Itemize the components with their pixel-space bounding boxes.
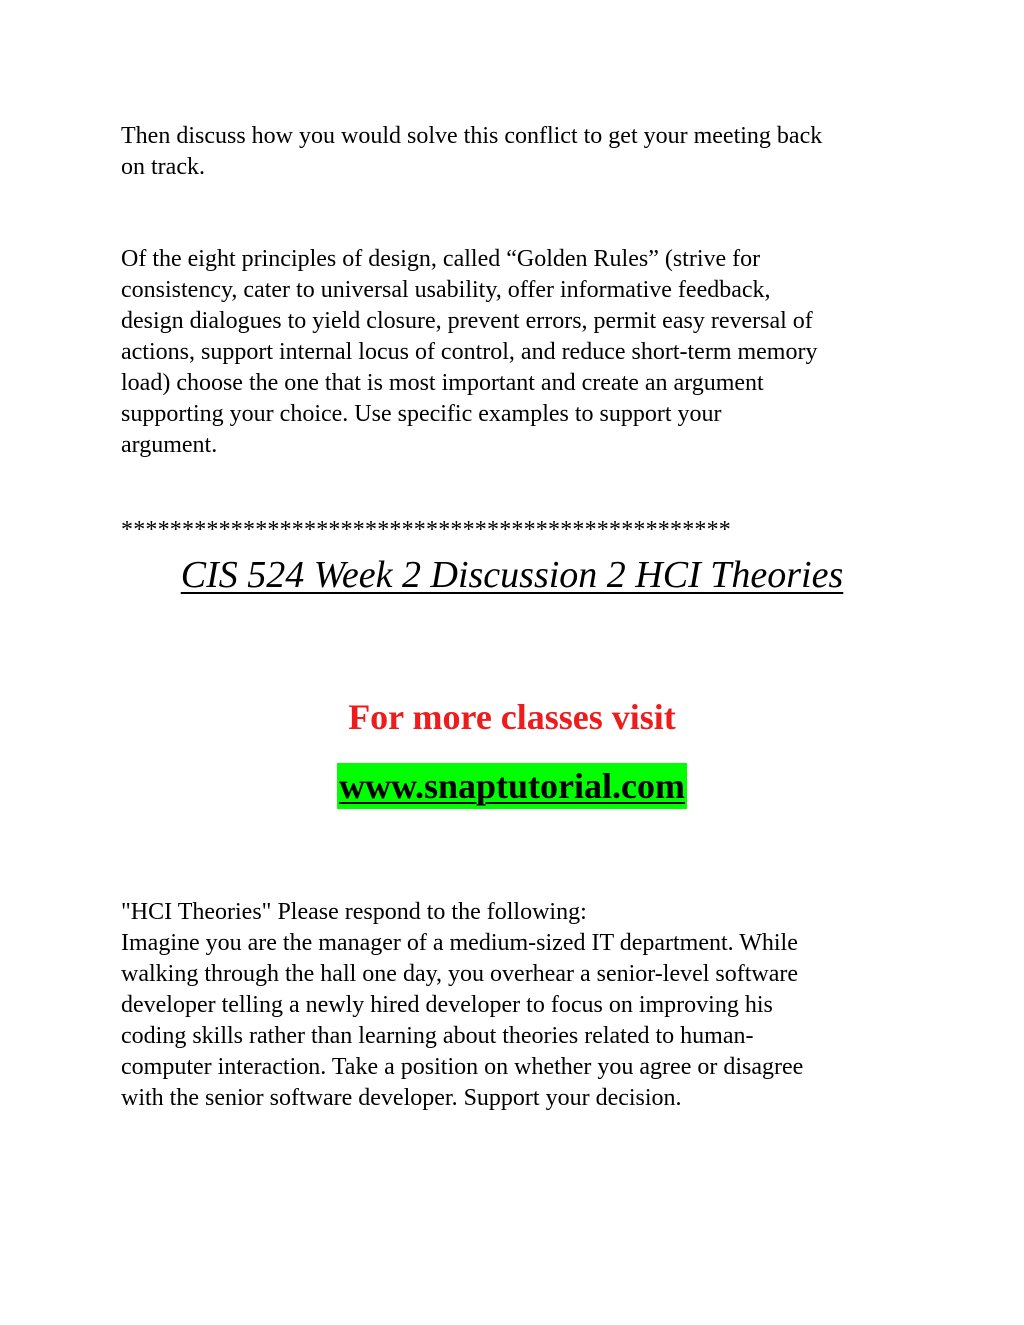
text-line: developer telling a newly hired developer to focus on improving his [121, 992, 773, 1018]
text-line: load) choose the one that is most important and create an argument [121, 370, 764, 396]
intro-paragraph [121, 121, 911, 183]
text-line: with the senior software developer. Support your decision. [121, 1085, 682, 1111]
text-line: on track. [121, 154, 205, 180]
hci-theories-paragraph [121, 897, 911, 1114]
text-line: actions, support internal locus of control, and reduce short-term memory [121, 339, 818, 365]
golden-rules-paragraph [121, 244, 911, 461]
text-line: walking through the hall one day, you overhear a senior-level software [121, 961, 799, 987]
text-line: Then discuss how you would solve this conflict to get your meeting back [121, 123, 823, 149]
promo-link-container [0, 763, 1024, 809]
page-title: CIS 524 Week 2 Discussion 2 HCI Theories [180, 554, 844, 596]
text-line: "HCI Theories" Please respond to the following: [121, 899, 587, 925]
text-line: computer interaction. Take a position on whether you agree or disagree [121, 1054, 804, 1080]
text-line: Of the eight principles of design, called “Golden Rules” (strive for [121, 246, 761, 272]
text-line: consistency, cater to universal usability, offer informative feedback, [121, 277, 771, 303]
promo-text: For more classes visit [348, 697, 676, 737]
website-link[interactable]: www.snaptutorial.com [337, 763, 687, 809]
asterisk-separator: ************************************************** [121, 517, 731, 543]
text-line: coding skills rather than learning about theories related to human- [121, 1023, 754, 1049]
text-line: argument. [121, 432, 218, 458]
text-line: supporting your choice. Use specific examples to support your [121, 401, 722, 427]
text-line: design dialogues to yield closure, prevent errors, permit easy reversal of [121, 308, 813, 334]
text-line: Imagine you are the manager of a medium-sized IT department. While [121, 930, 798, 956]
